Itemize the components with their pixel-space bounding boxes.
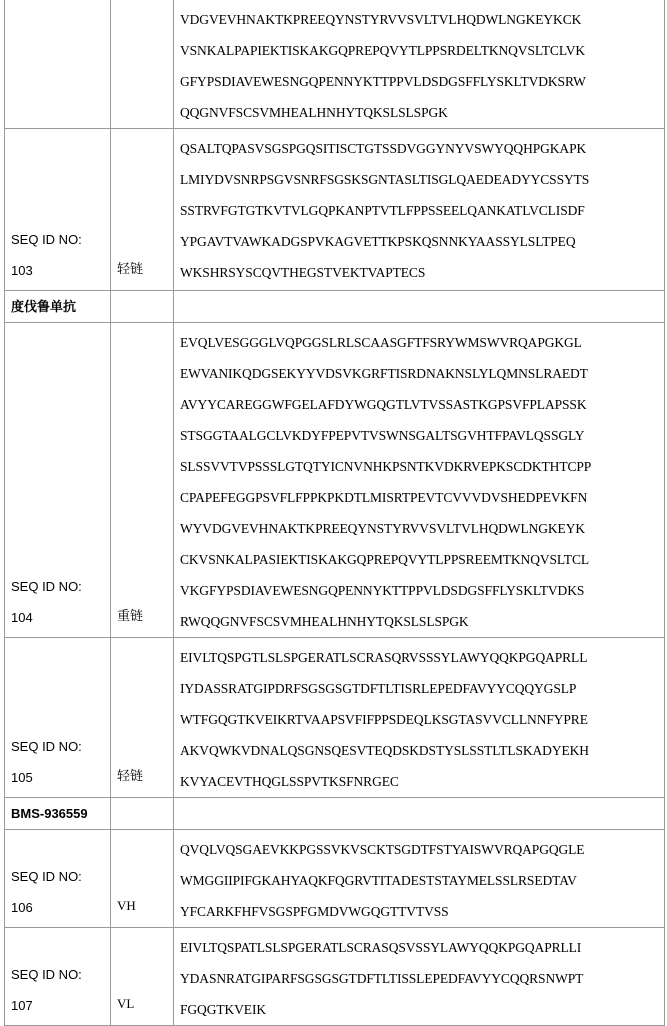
sequence-table [4, 0, 665, 1026]
sequence-cell [174, 830, 665, 928]
seq-id-number: 107 [11, 990, 104, 1021]
sequence-line: WYVDGVEVHNAKTKPREEQYNSTYRVVSVLTVLHQDWLNGKEYK [180, 513, 658, 544]
sequence-line: CPAPEFEGGPSVFLFPPKPKDTLMISRTPEVTCVVVDVSHEDPEVKFN [180, 482, 658, 513]
sequence-line: FGQGTKVEIK [180, 994, 658, 1025]
sequence-line: KVYACEVTHQGLSSPVTKSFNRGEC [180, 766, 658, 797]
seq-id-cell [5, 928, 111, 1026]
seq-id-label: SEQ ID NO: [11, 571, 104, 602]
antibody-header-row [5, 798, 665, 830]
sequence-line: WMGGIIPIFGKAHYAQKFQGRVTITADESTSTAYMELSSLRSEDTAV [180, 865, 658, 896]
seq-id-label: SEQ ID NO: [11, 731, 104, 762]
sequence-line: VSNKALPAPIEKTISKAKGQPREPQVYTLPPSRDELTKNQVSLTCLVK [180, 35, 658, 66]
sequence-row [5, 638, 665, 798]
sequence-row [5, 830, 665, 928]
empty-cell [174, 291, 665, 323]
antibody-name: BMS-936559 [5, 798, 111, 830]
empty-cell [174, 798, 665, 830]
sequence-cell [174, 928, 665, 1026]
chain-type [111, 0, 174, 129]
chain-type: VH [111, 830, 174, 928]
sequence-line: EIVLTQSPGTLSLSPGERATLSCRASQRVSSSYLAWYQQKPGQAPRLL [180, 642, 658, 673]
chain-type: 轻链 [111, 129, 174, 291]
seq-id-cell [5, 129, 111, 291]
sequence-line: QSALTQPASVSGSPGQSITISCTGTSSDVGGYNYVSWYQQHPGKAPK [180, 133, 658, 164]
sequence-line: VDGVEVHNAKTKPREEQYNSTYRVVSVLTVLHQDWLNGKEYKCK [180, 4, 658, 35]
sequence-line: EIVLTQSPATLSLSPGERATLSCRASQSVSSYLAWYQQKPGQAPRLLI [180, 932, 658, 963]
seq-id-number: 106 [11, 892, 104, 923]
seq-id-label: SEQ ID NO: [11, 861, 104, 892]
seq-id-cell [5, 0, 111, 129]
sequence-line: YFCARKFHFVSGSPFGMDVWGQGTTVTVSS [180, 896, 658, 927]
sequence-line: SLSSVVTVPSSSLGTQTYICNVNHKPSNTKVDKRVEPKSCDKTHTCPP [180, 451, 658, 482]
sequence-line: YDASNRATGIPARFSGSGSGTDFTLTISSLEPEDFAVYYCQQRSNWPT [180, 963, 658, 994]
sequence-line: EWVANIKQDGSEKYYVDSVKGRFTISRDNAKNSLYLQMNSLRAEDT [180, 358, 658, 389]
sequence-line: AVYYCAREGGWFGELAFDYWGQGTLVTVSSASTKGPSVFPLAPSSK [180, 389, 658, 420]
sequence-line: EVQLVESGGGLVQPGGSLRLSCAASGFTFSRYWMSWVRQAPGKGL [180, 327, 658, 358]
sequence-line: QQGNVFSCSVMHEALHNHYTQKSLSLSPGK [180, 97, 658, 128]
empty-cell [111, 798, 174, 830]
seq-id-label: SEQ ID NO: [11, 224, 104, 255]
seq-id-cell [5, 830, 111, 928]
chain-type: 轻链 [111, 638, 174, 798]
sequence-row [5, 129, 665, 291]
sequence-line: WKSHRSYSCQVTHEGSTVEKTVAPTECS [180, 257, 658, 288]
sequence-line: GFYPSDIAVEWESNGQPENNYKTTPPVLDSDGSFFLYSKLTVDKSRW [180, 66, 658, 97]
sequence-line: CKVSNKALPASIEKTISKAKGQPREPQVYTLPPSREEMTKNQVSLTCL [180, 544, 658, 575]
seq-id-number: 104 [11, 602, 104, 633]
sequence-line: WTFGQGTKVEIKRTVAAPSVFIFPPSDEQLKSGTASVVCLLNNFYPRE [180, 704, 658, 735]
seq-id-number: 103 [11, 255, 104, 286]
sequence-line: AKVQWKVDNALQSGNSQESVTEQDSKDSTYSLSSTLTLSKADYEKH [180, 735, 658, 766]
sequence-row [5, 928, 665, 1026]
sequence-line: YPGAVTVAWKADGSPVKAGVETTKPSKQSNNKYAASSYLSLTPEQ [180, 226, 658, 257]
sequence-cell [174, 323, 665, 638]
sequence-line: SSTRVFGTGTKVTVLGQPKANPTVTLFPPSSEELQANKATLVCLISDF [180, 195, 658, 226]
sequence-line: STSGGTAALGCLVKDYFPEPVTVSWNSGALTSGVHTFPAVLQSSGLY [180, 420, 658, 451]
sequence-line: RWQQGNVFSCSVMHEALHNHYTQKSLSLSPGK [180, 606, 658, 637]
sequence-line: VKGFYPSDIAVEWESNGQPENNYKTTPPVLDSDGSFFLYSKLTVDKS [180, 575, 658, 606]
antibody-header-row [5, 291, 665, 323]
chain-type: VL [111, 928, 174, 1026]
sequence-cell [174, 0, 665, 129]
sequence-cell [174, 129, 665, 291]
sequence-cell [174, 638, 665, 798]
seq-id-cell [5, 638, 111, 798]
seq-id-label: SEQ ID NO: [11, 959, 104, 990]
sequence-row [5, 0, 665, 129]
seq-id-number: 105 [11, 762, 104, 793]
antibody-name: 度伐鲁单抗 [5, 291, 111, 323]
sequence-row [5, 323, 665, 638]
sequence-line: QVQLVQSGAEVKKPGSSVKVSCKTSGDTFSTYAISWVRQAPGQGLE [180, 834, 658, 865]
chain-type: 重链 [111, 323, 174, 638]
empty-cell [111, 291, 174, 323]
sequence-line: LMIYDVSNRPSGVSNRFSGSKSGNTASLTISGLQAEDEADYYCSSYTS [180, 164, 658, 195]
seq-id-cell [5, 323, 111, 638]
sequence-line: IYDASSRATGIPDRFSGSGSGTDFTLTISRLEPEDFAVYYCQQYGSLP [180, 673, 658, 704]
